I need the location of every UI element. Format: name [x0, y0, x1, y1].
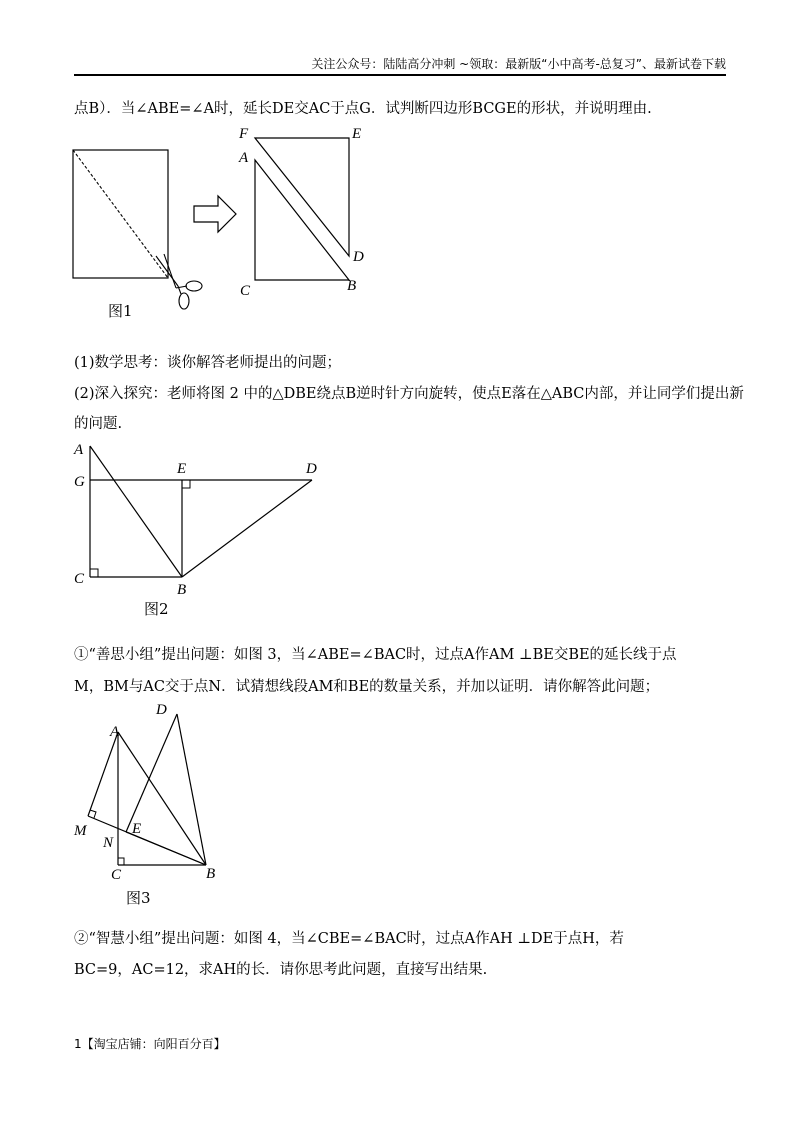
problem-line-4: 的问题. — [74, 416, 123, 432]
figure-3-caption: 图3 — [126, 889, 151, 907]
fig3-label-N: N — [103, 835, 114, 851]
fig2-label-A: A — [74, 442, 84, 458]
fig1-triangle-fed — [255, 138, 349, 256]
problem-line-3: (2)深入探究：老师将图 2 中的△DBE绕点B逆时针方向旋转，使点E落在△ABC内部，并让同学们提出新 — [74, 386, 744, 402]
scissors-icon — [156, 254, 202, 309]
problem-line-8: BC=9，AC=12，求AH的长．请你思考此问题，直接写出结果. — [74, 962, 488, 978]
figure-1 — [60, 118, 390, 318]
fig2-label-E: E — [177, 461, 187, 477]
fig3-label-C: C — [111, 867, 122, 881]
fig1-triangle-acb — [255, 160, 349, 280]
fig2-label-C: C — [74, 571, 85, 587]
problem-line-6: M，BM与AC交于点N．试猜想线段AM和BE的数量关系，并加以证明．请你解答此问题； — [74, 679, 660, 695]
right-angle-mark-c — [118, 858, 124, 865]
fig2-label-G: G — [74, 474, 85, 490]
figure-2 — [60, 436, 340, 606]
fig3-label-E: E — [132, 821, 142, 837]
fig1-label-D: D — [353, 249, 364, 265]
problem-line-1: 点B）．当∠ABE=∠A时，延长DE交AC于点G．试判断四边形BCGE的形状，并说明理由. — [74, 101, 652, 117]
problem-line-5: ①“善思小组”提出问题：如图 3，当∠ABE=∠BAC时，过点A作AM ⊥BE交BE的延长线于点 — [74, 647, 677, 663]
fig3-label-A: A — [110, 724, 120, 740]
fig3-label-D: D — [156, 702, 167, 718]
fig1-label-E: E — [352, 126, 362, 142]
fig1-label-F: F — [239, 126, 249, 142]
figure-2-caption: 图2 — [144, 600, 169, 618]
fig3-label-B: B — [206, 866, 216, 881]
figure-3 — [60, 696, 250, 881]
header-rule — [74, 74, 726, 76]
problem-line-2: (1)数学思考：谈你解答老师提出的问题； — [74, 355, 342, 371]
right-arrow-icon — [194, 196, 236, 232]
fig1-label-A: A — [239, 150, 249, 166]
fig2-label-D: D — [306, 461, 317, 477]
fig3-label-M: M — [74, 823, 87, 839]
right-angle-mark-c — [90, 569, 98, 577]
figure-1-caption: 图1 — [108, 302, 133, 320]
fig1-label-C: C — [240, 283, 251, 299]
right-angle-mark-e — [182, 480, 190, 488]
page-footer: 1【淘宝店铺：向阳百分百】 — [74, 1037, 226, 1051]
page-header: 关注公众号：陆陆高分冲刺 ~领取：最新版“小中高考-总复习”、最新试卷下载 — [311, 57, 726, 71]
fig1-diagonal — [73, 150, 168, 278]
fig2-label-B: B — [177, 582, 187, 598]
fig1-label-B: B — [347, 278, 357, 294]
problem-line-7: ②“智慧小组”提出问题：如图 4，当∠CBE=∠BAC时，过点A作AH ⊥DE于点H，若 — [74, 931, 624, 947]
